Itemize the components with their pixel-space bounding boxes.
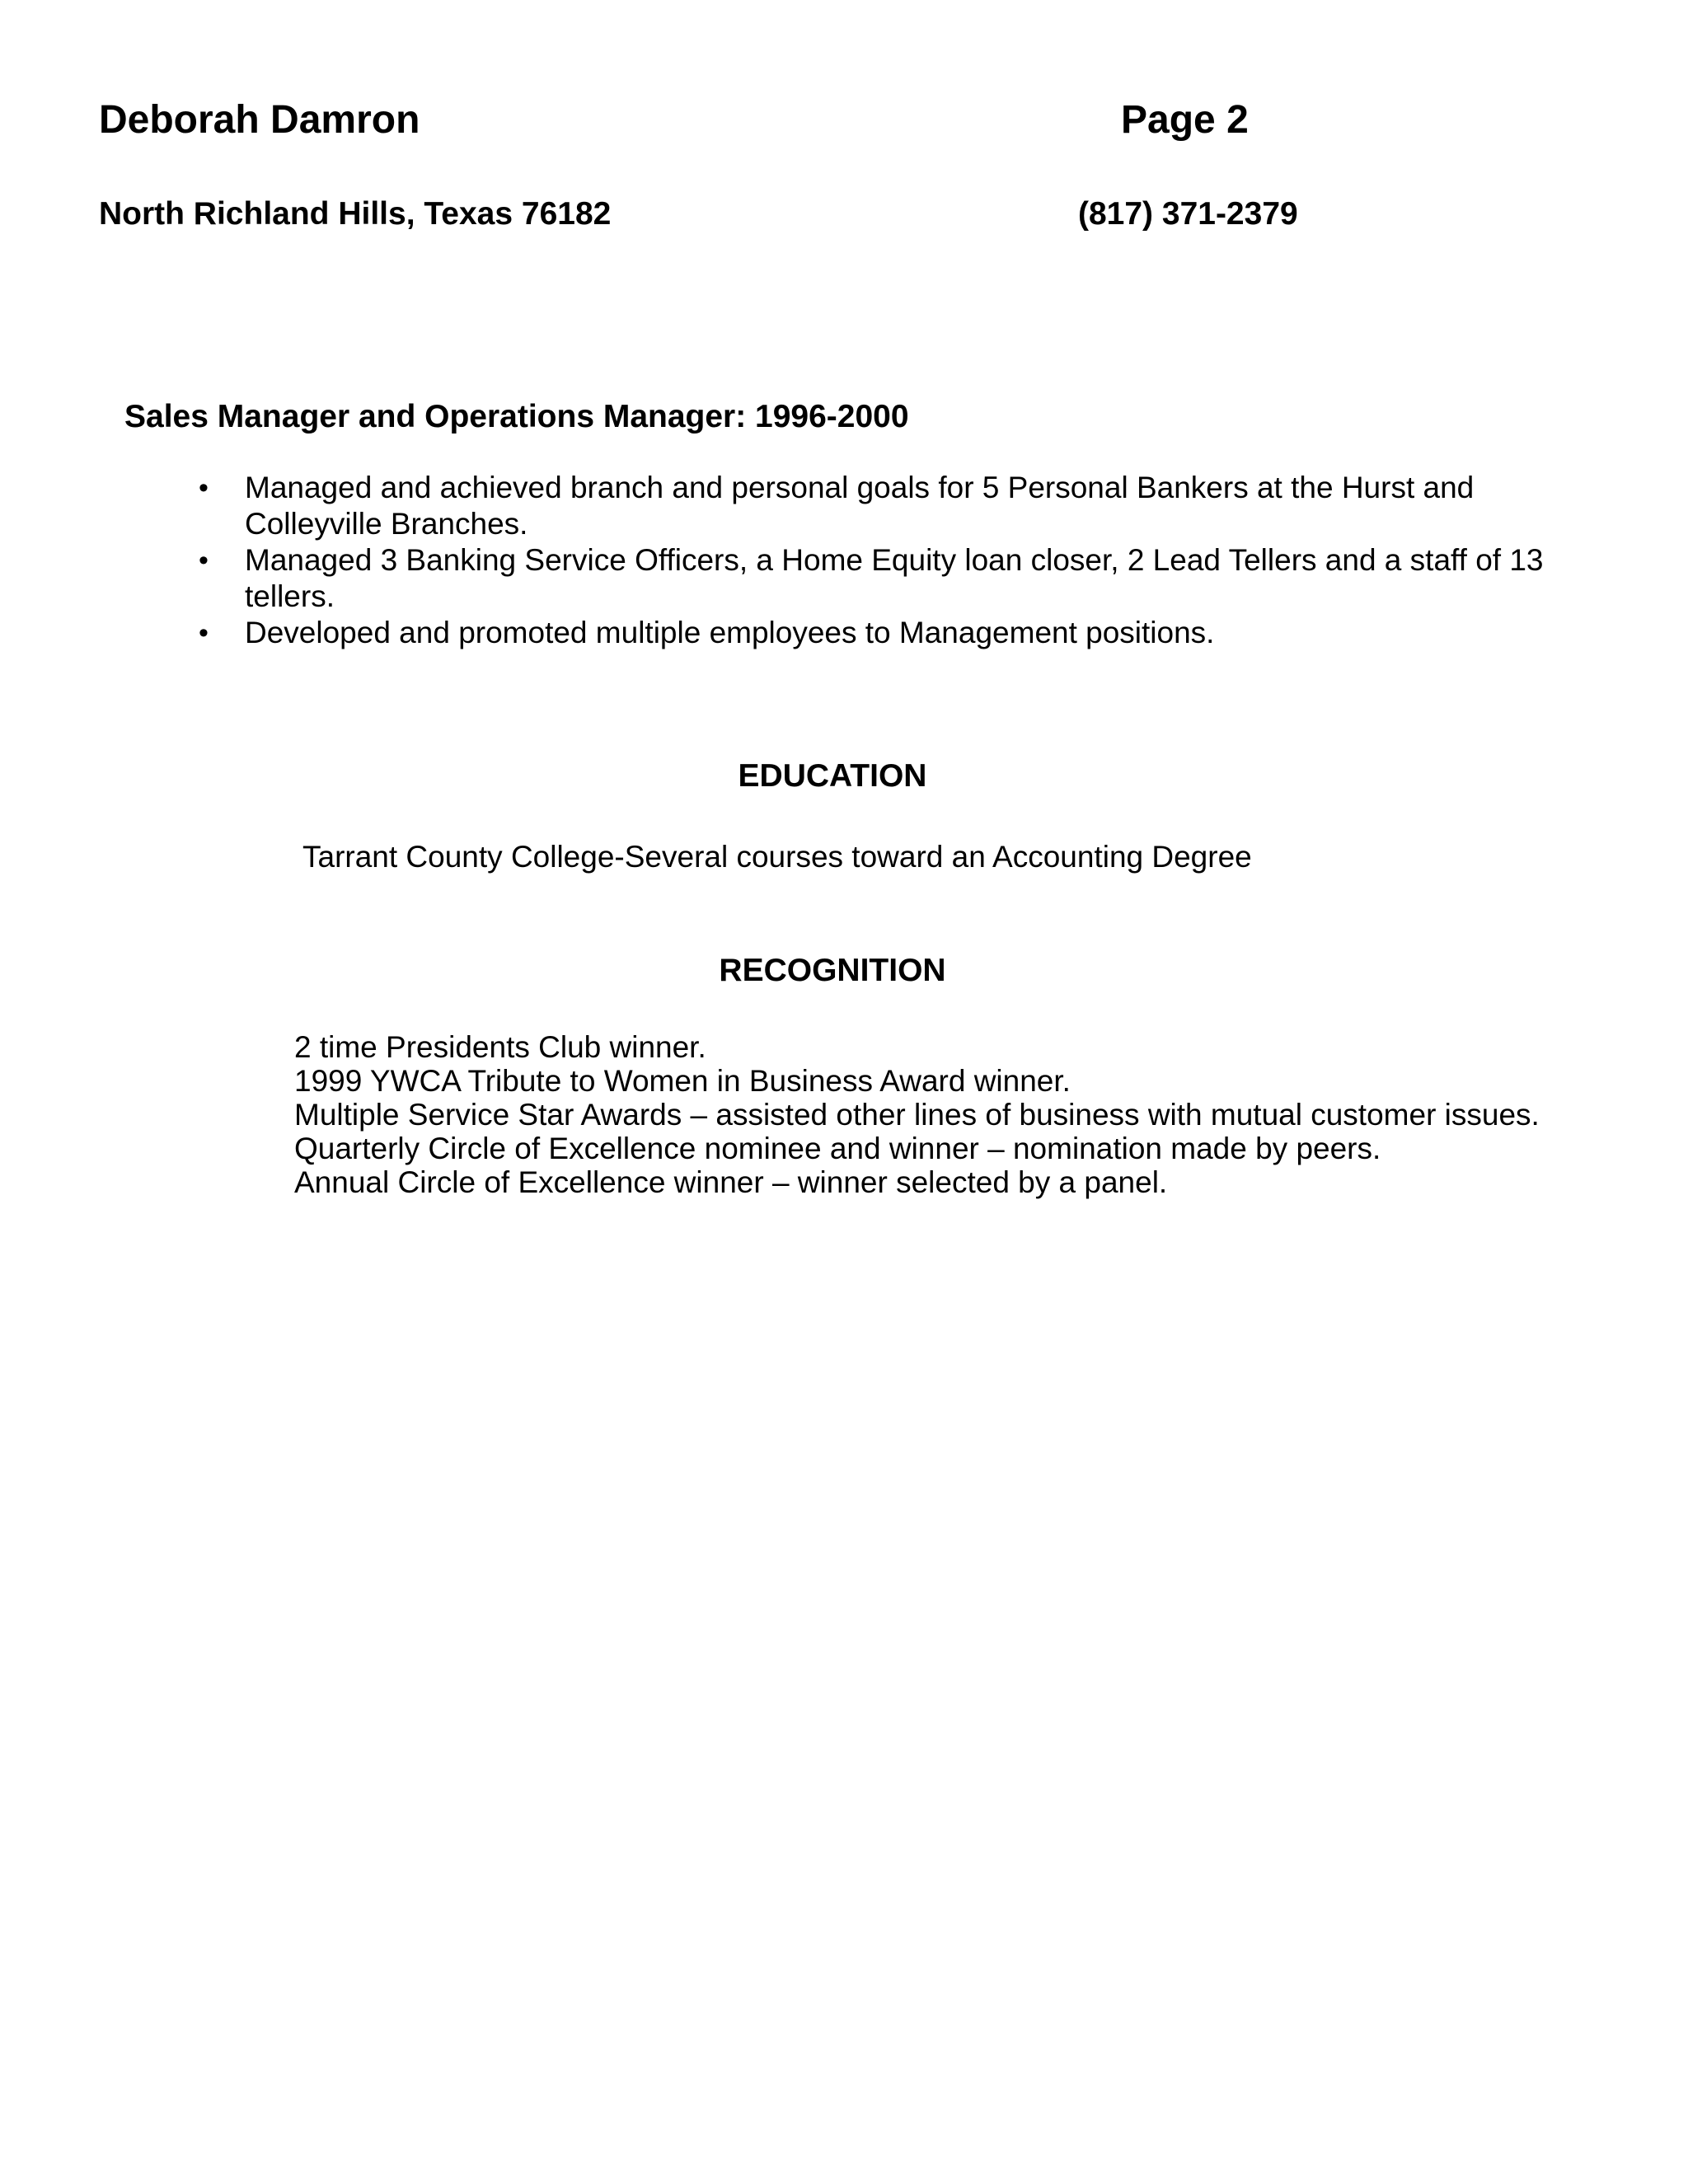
recognition-list — [294, 1030, 1540, 1199]
bullet-icon: • — [199, 617, 209, 649]
job-duty-text: Managed 3 Banking Service Officers, a Home Equity loan closer, 2 Lead Tellers and a staff of 13 tellers. — [245, 543, 1544, 613]
job-duty-text: Developed and promoted multiple employees to Management positions. — [245, 616, 1215, 649]
job-title: Sales Manager and Operations Manager: 1996-2000 — [124, 399, 909, 434]
recognition-item: Quarterly Circle of Excellence nominee and winner – nomination made by peers. — [294, 1132, 1381, 1165]
recognition-item: Annual Circle of Excellence winner – winner selected by a panel. — [294, 1165, 1168, 1199]
bullet-icon: • — [199, 472, 209, 504]
recognition-item: 2 time Presidents Club winner. — [294, 1030, 706, 1064]
job-duty-text: Managed and achieved branch and personal goals for 5 Personal Bankers at the Hurst and Colleyville Branches. — [245, 471, 1475, 541]
bullet-icon: • — [199, 545, 209, 576]
applicant-name: Deborah Damron — [99, 98, 420, 142]
applicant-phone: (817) 371-2379 — [1078, 196, 1298, 232]
recognition-item: Multiple Service Star Awards – assisted other lines of business with mutual customer issues. — [294, 1098, 1540, 1132]
page-number: Page 2 — [1121, 98, 1249, 142]
job-duty-item — [194, 542, 1545, 615]
job-duty-item — [194, 470, 1545, 542]
recognition-item: 1999 YWCA Tribute to Women in Business Award winner. — [294, 1064, 1071, 1098]
recognition-heading: RECOGNITION — [719, 953, 946, 988]
education-entry: Tarrant County College-Several courses toward an Accounting Degree — [302, 840, 1252, 874]
applicant-location: North Richland Hills, Texas 76182 — [99, 196, 612, 232]
job-duties-list — [194, 470, 1545, 651]
job-duty-item — [194, 615, 1545, 651]
education-heading: EDUCATION — [738, 758, 927, 794]
